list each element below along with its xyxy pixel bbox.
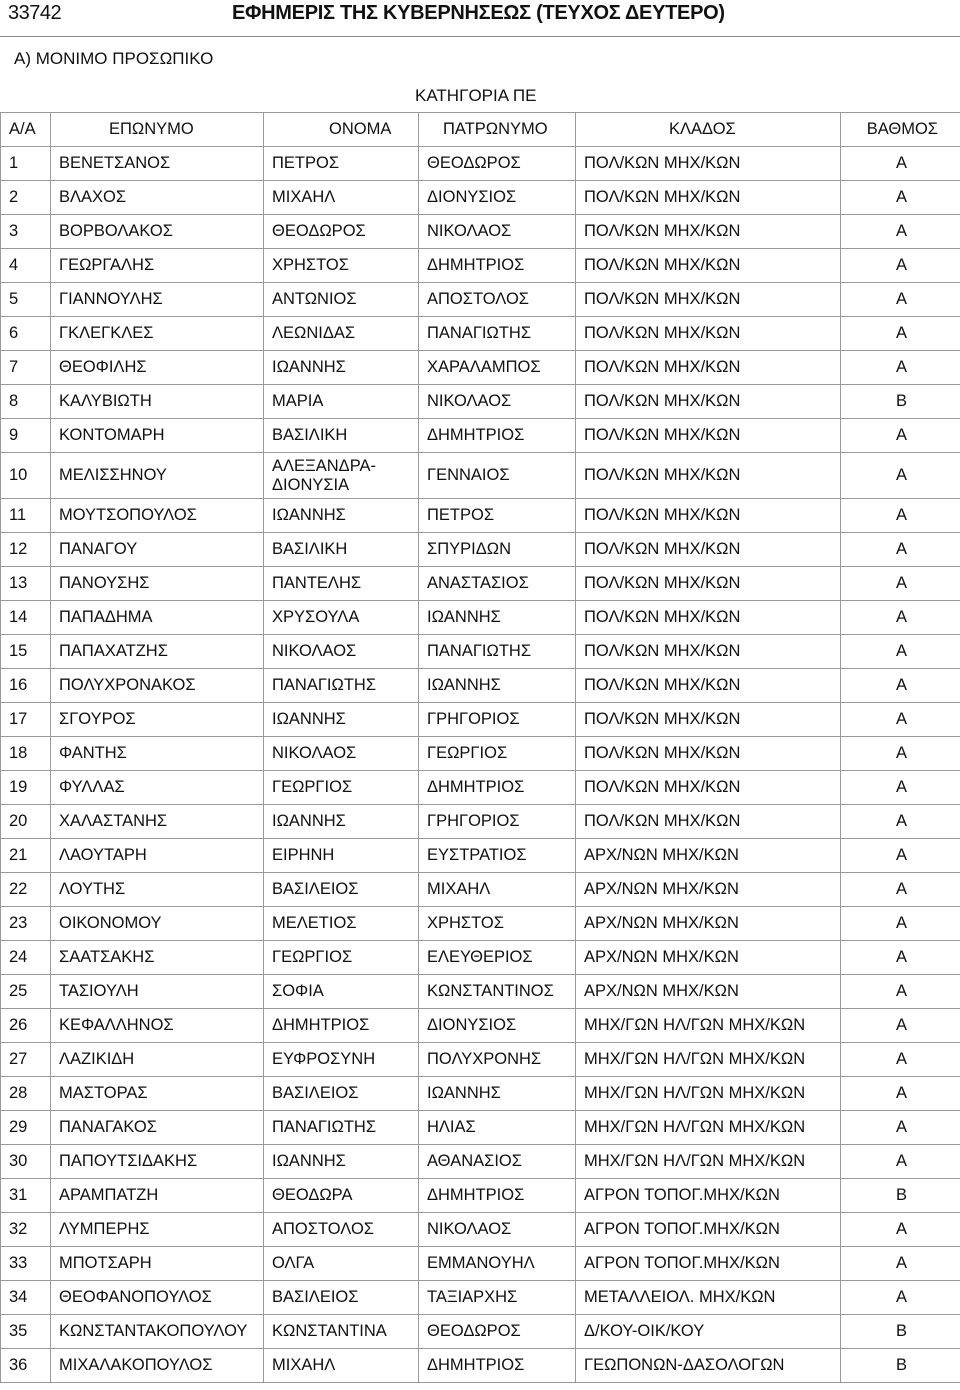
- cell-father-name: ΕΜΜΑΝΟΥΗΛ: [419, 1247, 576, 1281]
- cell-branch: ΠΟΛ/ΚΩΝ ΜΗΧ/ΚΩΝ: [576, 737, 841, 771]
- gazette-title: ΕΦΗΜΕΡΙΣ ΤΗΣ ΚΥΒΕΡΝΗΣΕΩΣ (ΤΕΥΧΟΣ ΔΕΥΤΕΡΟ): [232, 2, 725, 24]
- cell-branch: ΠΟΛ/ΚΩΝ ΜΗΧ/ΚΩΝ: [576, 669, 841, 703]
- cell-surname: ΘΕΟΦΑΝΟΠΟΥΛΟΣ: [51, 1281, 264, 1315]
- cell-father-name: ΚΩΝΣΤΑΝΤΙΝΟΣ: [419, 975, 576, 1009]
- cell-father-name: ΕΛΕΥΘΕΡΙΟΣ: [419, 941, 576, 975]
- cell-grade: Α: [841, 975, 960, 1009]
- cell-grade: Α: [841, 635, 960, 669]
- cell-first-name: ΙΩΑΝΝΗΣ: [264, 703, 419, 737]
- cell-first-name: ΒΑΣΙΛΙΚΗ: [264, 533, 419, 567]
- cell-father-name: ΘΕΟΔΩΡΟΣ: [419, 1315, 576, 1349]
- table-row: [1, 941, 960, 975]
- cell-row-number: 36: [1, 1349, 51, 1383]
- table-row: [1, 703, 960, 737]
- cell-first-name: ΒΑΣΙΛΕΙΟΣ: [264, 1077, 419, 1111]
- cell-row-number: 35: [1, 1315, 51, 1349]
- cell-row-number: 1: [1, 147, 51, 181]
- cell-father-name: ΠΟΛΥΧΡΟΝΗΣ: [419, 1043, 576, 1077]
- column-header-first-name: ΟΝΟΜΑ: [264, 113, 419, 147]
- cell-branch: ΠΟΛ/ΚΩΝ ΜΗΧ/ΚΩΝ: [576, 635, 841, 669]
- column-header-branch: ΚΛΑΔΟΣ: [576, 113, 841, 147]
- cell-grade: Α: [841, 1247, 960, 1281]
- table-row: [1, 499, 960, 533]
- cell-first-name: ΟΛΓΑ: [264, 1247, 419, 1281]
- cell-grade: Α: [841, 249, 960, 283]
- cell-surname: ΜΑΣΤΟΡΑΣ: [51, 1077, 264, 1111]
- cell-grade: Α: [841, 1281, 960, 1315]
- cell-first-name: ΙΩΑΝΝΗΣ: [264, 351, 419, 385]
- cell-row-number: 19: [1, 771, 51, 805]
- table-row: [1, 147, 960, 181]
- cell-branch: ΜΗΧ/ΓΩΝ ΗΛ/ΓΩΝ ΜΗΧ/ΚΩΝ: [576, 1145, 841, 1179]
- cell-father-name: ΑΘΑΝΑΣΙΟΣ: [419, 1145, 576, 1179]
- cell-father-name: ΓΕΝΝΑΙΟΣ: [419, 453, 576, 499]
- cell-grade: Α: [841, 147, 960, 181]
- staff-table: [0, 112, 960, 1383]
- cell-father-name: ΝΙΚΟΛΑΟΣ: [419, 1213, 576, 1247]
- cell-first-name: ΒΑΣΙΛΕΙΟΣ: [264, 1281, 419, 1315]
- cell-father-name: ΓΡΗΓΟΡΙΟΣ: [419, 805, 576, 839]
- cell-first-name: ΝΙΚΟΛΑΟΣ: [264, 635, 419, 669]
- table-row: [1, 1247, 960, 1281]
- cell-branch: ΑΓΡΟΝ ΤΟΠΟΓ.ΜΗΧ/ΚΩΝ: [576, 1213, 841, 1247]
- cell-surname: ΘΕΟΦΙΛΗΣ: [51, 351, 264, 385]
- cell-first-name: ΠΕΤΡΟΣ: [264, 147, 419, 181]
- cell-row-number: 11: [1, 499, 51, 533]
- cell-father-name: ΔΗΜΗΤΡΙΟΣ: [419, 1179, 576, 1213]
- cell-first-name: ΜΙΧΑΗΛ: [264, 1349, 419, 1383]
- table-row: [1, 839, 960, 873]
- cell-surname: ΒΛΑΧΟΣ: [51, 181, 264, 215]
- cell-branch: ΠΟΛ/ΚΩΝ ΜΗΧ/ΚΩΝ: [576, 601, 841, 635]
- cell-row-number: 21: [1, 839, 51, 873]
- cell-grade: Α: [841, 1009, 960, 1043]
- table-row: [1, 1315, 960, 1349]
- cell-grade: Α: [841, 567, 960, 601]
- cell-row-number: 8: [1, 385, 51, 419]
- cell-surname: ΠΑΝΑΓΟΥ: [51, 533, 264, 567]
- table-row: [1, 1349, 960, 1383]
- cell-surname: ΠΑΝΑΓΑΚΟΣ: [51, 1111, 264, 1145]
- cell-first-name: ΛΕΩΝΙΔΑΣ: [264, 317, 419, 351]
- cell-row-number: 13: [1, 567, 51, 601]
- cell-first-name: ΑΝΤΩΝΙΟΣ: [264, 283, 419, 317]
- table-row: [1, 351, 960, 385]
- cell-first-name: ΧΡΥΣΟΥΛΑ: [264, 601, 419, 635]
- cell-grade: Α: [841, 669, 960, 703]
- cell-father-name: ΤΑΞΙΑΡΧΗΣ: [419, 1281, 576, 1315]
- table-row: [1, 1043, 960, 1077]
- cell-branch: ΠΟΛ/ΚΩΝ ΜΗΧ/ΚΩΝ: [576, 181, 841, 215]
- cell-grade: Α: [841, 805, 960, 839]
- cell-father-name: ΝΙΚΟΛΑΟΣ: [419, 385, 576, 419]
- table-row: [1, 567, 960, 601]
- cell-branch: ΠΟΛ/ΚΩΝ ΜΗΧ/ΚΩΝ: [576, 567, 841, 601]
- table-row: [1, 1213, 960, 1247]
- cell-branch: ΜΗΧ/ΓΩΝ ΗΛ/ΓΩΝ ΜΗΧ/ΚΩΝ: [576, 1111, 841, 1145]
- cell-first-name: ΚΩΝΣΤΑΝΤΙΝΑ: [264, 1315, 419, 1349]
- cell-row-number: 32: [1, 1213, 51, 1247]
- cell-row-number: 23: [1, 907, 51, 941]
- page-header: [0, 0, 960, 28]
- cell-father-name: ΙΩΑΝΝΗΣ: [419, 601, 576, 635]
- cell-branch: ΠΟΛ/ΚΩΝ ΜΗΧ/ΚΩΝ: [576, 533, 841, 567]
- cell-surname: ΜΟΥΤΣΟΠΟΥΛΟΣ: [51, 499, 264, 533]
- cell-father-name: ΔΗΜΗΤΡΙΟΣ: [419, 249, 576, 283]
- cell-surname: ΜΠΟΤΣΑΡΗ: [51, 1247, 264, 1281]
- cell-branch: ΜΗΧ/ΓΩΝ ΗΛ/ΓΩΝ ΜΗΧ/ΚΩΝ: [576, 1043, 841, 1077]
- table-row: [1, 533, 960, 567]
- cell-grade: Α: [841, 499, 960, 533]
- cell-surname: ΧΑΛΑΣΤΑΝΗΣ: [51, 805, 264, 839]
- cell-father-name: ΧΡΗΣΤΟΣ: [419, 907, 576, 941]
- cell-first-name: ΙΩΑΝΝΗΣ: [264, 1145, 419, 1179]
- cell-surname: ΛΑΖΙΚΙΔΗ: [51, 1043, 264, 1077]
- column-header-surname: ΕΠΩΝΥΜΟ: [51, 113, 264, 147]
- cell-surname: ΓΕΩΡΓΑΛΗΣ: [51, 249, 264, 283]
- cell-grade: Α: [841, 1111, 960, 1145]
- cell-first-name: ΙΩΑΝΝΗΣ: [264, 499, 419, 533]
- cell-grade: Α: [841, 941, 960, 975]
- cell-surname: ΒΕΝΕΤΣΑΝΟΣ: [51, 147, 264, 181]
- cell-father-name: ΑΝΑΣΤΑΣΙΟΣ: [419, 567, 576, 601]
- table-row: [1, 601, 960, 635]
- cell-grade: Α: [841, 283, 960, 317]
- cell-surname: ΓΙΑΝΝΟΥΛΗΣ: [51, 283, 264, 317]
- cell-row-number: 34: [1, 1281, 51, 1315]
- cell-first-name: ΘΕΟΔΩΡΑ: [264, 1179, 419, 1213]
- page-number: 33742: [8, 2, 62, 24]
- cell-branch: ΠΟΛ/ΚΩΝ ΜΗΧ/ΚΩΝ: [576, 805, 841, 839]
- table-row: [1, 907, 960, 941]
- cell-first-name: ΜΕΛΕΤΙΟΣ: [264, 907, 419, 941]
- cell-first-name: ΑΛΕΞΑΝΔΡΑ- ΔΙΟΝΥΣΙΑ: [264, 453, 419, 499]
- cell-surname: ΦΑΝΤΗΣ: [51, 737, 264, 771]
- table-row: [1, 1111, 960, 1145]
- cell-father-name: ΣΠΥΡΙΔΩΝ: [419, 533, 576, 567]
- table-row: [1, 1281, 960, 1315]
- table-row: [1, 317, 960, 351]
- cell-branch: ΜΕΤΑΛΛΕΙΟΛ. ΜΗΧ/ΚΩΝ: [576, 1281, 841, 1315]
- cell-first-name: ΠΑΝΑΓΙΩΤΗΣ: [264, 669, 419, 703]
- table-header-row: [1, 113, 960, 147]
- cell-father-name: ΘΕΟΔΩΡΟΣ: [419, 147, 576, 181]
- column-header-aa: Α/Α: [1, 113, 51, 147]
- cell-first-name: ΧΡΗΣΤΟΣ: [264, 249, 419, 283]
- cell-first-name: ΙΩΑΝΝΗΣ: [264, 805, 419, 839]
- cell-grade: Β: [841, 1179, 960, 1213]
- header-divider: [0, 36, 960, 37]
- table-row: [1, 1077, 960, 1111]
- cell-branch: ΠΟΛ/ΚΩΝ ΜΗΧ/ΚΩΝ: [576, 499, 841, 533]
- cell-first-name: ΑΠΟΣΤΟΛΟΣ: [264, 1213, 419, 1247]
- cell-row-number: 10: [1, 453, 51, 499]
- cell-branch: ΠΟΛ/ΚΩΝ ΜΗΧ/ΚΩΝ: [576, 249, 841, 283]
- cell-branch: ΠΟΛ/ΚΩΝ ΜΗΧ/ΚΩΝ: [576, 703, 841, 737]
- cell-father-name: ΔΗΜΗΤΡΙΟΣ: [419, 1349, 576, 1383]
- cell-grade: Β: [841, 1349, 960, 1383]
- cell-surname: ΦΥΛΛΑΣ: [51, 771, 264, 805]
- cell-grade: Α: [841, 181, 960, 215]
- table-row: [1, 975, 960, 1009]
- table-row: [1, 249, 960, 283]
- cell-father-name: ΔΙΟΝΥΣΙΟΣ: [419, 1009, 576, 1043]
- cell-row-number: 15: [1, 635, 51, 669]
- cell-surname: ΜΕΛΙΣΣΗΝΟΥ: [51, 453, 264, 499]
- cell-father-name: ΗΛΙΑΣ: [419, 1111, 576, 1145]
- cell-row-number: 30: [1, 1145, 51, 1179]
- table-row: [1, 771, 960, 805]
- cell-row-number: 18: [1, 737, 51, 771]
- column-header-grade: ΒΑΘΜΟΣ: [841, 113, 960, 147]
- cell-grade: Α: [841, 737, 960, 771]
- table-row: [1, 419, 960, 453]
- cell-first-name: ΘΕΟΔΩΡΟΣ: [264, 215, 419, 249]
- cell-row-number: 26: [1, 1009, 51, 1043]
- cell-first-name: ΒΑΣΙΛΙΚΗ: [264, 419, 419, 453]
- cell-surname: ΠΑΠΑΔΗΜΑ: [51, 601, 264, 635]
- cell-surname: ΜΙΧΑΛΑΚΟΠΟΥΛΟΣ: [51, 1349, 264, 1383]
- cell-first-name: ΜΑΡΙΑ: [264, 385, 419, 419]
- cell-row-number: 25: [1, 975, 51, 1009]
- cell-row-number: 2: [1, 181, 51, 215]
- cell-branch: ΠΟΛ/ΚΩΝ ΜΗΧ/ΚΩΝ: [576, 283, 841, 317]
- cell-row-number: 24: [1, 941, 51, 975]
- table-row: [1, 805, 960, 839]
- table-row: [1, 635, 960, 669]
- cell-surname: ΒΟΡΒΟΛΑΚΟΣ: [51, 215, 264, 249]
- cell-surname: ΣΓΟΥΡΟΣ: [51, 703, 264, 737]
- cell-grade: Α: [841, 1145, 960, 1179]
- cell-grade: Α: [841, 839, 960, 873]
- cell-father-name: ΠΑΝΑΓΙΩΤΗΣ: [419, 317, 576, 351]
- cell-branch: ΠΟΛ/ΚΩΝ ΜΗΧ/ΚΩΝ: [576, 215, 841, 249]
- cell-branch: ΑΡΧ/ΝΩΝ ΜΗΧ/ΚΩΝ: [576, 975, 841, 1009]
- cell-row-number: 5: [1, 283, 51, 317]
- cell-surname: ΓΚΛΕΓΚΛΕΣ: [51, 317, 264, 351]
- category-title: ΚΑΤΗΓΟΡΙΑ ΠΕ: [415, 86, 537, 105]
- cell-father-name: ΝΙΚΟΛΑΟΣ: [419, 215, 576, 249]
- cell-branch: ΠΟΛ/ΚΩΝ ΜΗΧ/ΚΩΝ: [576, 147, 841, 181]
- cell-branch: ΠΟΛ/ΚΩΝ ΜΗΧ/ΚΩΝ: [576, 419, 841, 453]
- cell-first-name: ΠΑΝΑΓΙΩΤΗΣ: [264, 1111, 419, 1145]
- table-row: [1, 283, 960, 317]
- cell-branch: ΠΟΛ/ΚΩΝ ΜΗΧ/ΚΩΝ: [576, 317, 841, 351]
- cell-first-name: ΕΥΦΡΟΣΥΝΗ: [264, 1043, 419, 1077]
- cell-grade: Α: [841, 873, 960, 907]
- cell-row-number: 29: [1, 1111, 51, 1145]
- cell-surname: ΑΡΑΜΠΑΤΖΗ: [51, 1179, 264, 1213]
- cell-grade: Α: [841, 351, 960, 385]
- cell-row-number: 6: [1, 317, 51, 351]
- cell-father-name: ΙΩΑΝΝΗΣ: [419, 1077, 576, 1111]
- cell-grade: Α: [841, 1077, 960, 1111]
- cell-first-name: ΜΙΧΑΗΛ: [264, 181, 419, 215]
- table-row: [1, 215, 960, 249]
- cell-father-name: ΠΕΤΡΟΣ: [419, 499, 576, 533]
- cell-branch: ΑΡΧ/ΝΩΝ ΜΗΧ/ΚΩΝ: [576, 839, 841, 873]
- cell-row-number: 17: [1, 703, 51, 737]
- cell-surname: ΠΑΠΑΧΑΤΖΗΣ: [51, 635, 264, 669]
- cell-first-name: ΝΙΚΟΛΑΟΣ: [264, 737, 419, 771]
- cell-grade: Β: [841, 1315, 960, 1349]
- cell-branch: Δ/ΚΟΥ-ΟΙΚ/ΚΟΥ: [576, 1315, 841, 1349]
- table-body: [1, 147, 960, 1383]
- cell-father-name: ΕΥΣΤΡΑΤΙΟΣ: [419, 839, 576, 873]
- cell-row-number: 22: [1, 873, 51, 907]
- cell-father-name: ΔΗΜΗΤΡΙΟΣ: [419, 771, 576, 805]
- cell-first-name: ΕΙΡΗΝΗ: [264, 839, 419, 873]
- cell-father-name: ΓΡΗΓΟΡΙΟΣ: [419, 703, 576, 737]
- cell-grade: Α: [841, 703, 960, 737]
- cell-grade: Α: [841, 1213, 960, 1247]
- section-title: Α) ΜΟΝΙΜΟ ΠΡΟΣΩΠΙΚΟ: [14, 49, 214, 68]
- cell-surname: ΤΑΣΙΟΥΛΗ: [51, 975, 264, 1009]
- table-row: [1, 1179, 960, 1213]
- column-header-father-name: ΠΑΤΡΩΝΥΜΟ: [419, 113, 576, 147]
- cell-surname: ΚΩΝΣΤΑΝΤΑΚΟΠΟΥΛΟΥ: [51, 1315, 264, 1349]
- cell-branch: ΜΗΧ/ΓΩΝ ΗΛ/ΓΩΝ ΜΗΧ/ΚΩΝ: [576, 1077, 841, 1111]
- cell-row-number: 20: [1, 805, 51, 839]
- cell-grade: Β: [841, 385, 960, 419]
- cell-branch: ΠΟΛ/ΚΩΝ ΜΗΧ/ΚΩΝ: [576, 351, 841, 385]
- cell-surname: ΟΙΚΟΝΟΜΟΥ: [51, 907, 264, 941]
- cell-father-name: ΔΗΜΗΤΡΙΟΣ: [419, 419, 576, 453]
- cell-grade: Α: [841, 453, 960, 499]
- cell-row-number: 12: [1, 533, 51, 567]
- cell-father-name: ΔΙΟΝΥΣΙΟΣ: [419, 181, 576, 215]
- cell-row-number: 28: [1, 1077, 51, 1111]
- cell-father-name: ΑΠΟΣΤΟΛΟΣ: [419, 283, 576, 317]
- cell-grade: Α: [841, 533, 960, 567]
- cell-branch: ΑΡΧ/ΝΩΝ ΜΗΧ/ΚΩΝ: [576, 941, 841, 975]
- cell-row-number: 9: [1, 419, 51, 453]
- cell-father-name: ΧΑΡΑΛΑΜΠΟΣ: [419, 351, 576, 385]
- cell-surname: ΠΑΠΟΥΤΣΙΔΑΚΗΣ: [51, 1145, 264, 1179]
- cell-first-name: ΒΑΣΙΛΕΙΟΣ: [264, 873, 419, 907]
- cell-surname: ΛΥΜΠΕΡΗΣ: [51, 1213, 264, 1247]
- cell-surname: ΛΑΟΥΤΑΡΗ: [51, 839, 264, 873]
- cell-surname: ΛΟΥΤΗΣ: [51, 873, 264, 907]
- table-row: [1, 1145, 960, 1179]
- cell-first-name: ΠΑΝΤΕΛΗΣ: [264, 567, 419, 601]
- cell-father-name: ΠΑΝΑΓΙΩΤΗΣ: [419, 635, 576, 669]
- cell-branch: ΑΓΡΟΝ ΤΟΠΟΓ.ΜΗΧ/ΚΩΝ: [576, 1247, 841, 1281]
- cell-grade: Α: [841, 215, 960, 249]
- table-row: [1, 181, 960, 215]
- cell-branch: ΠΟΛ/ΚΩΝ ΜΗΧ/ΚΩΝ: [576, 771, 841, 805]
- cell-grade: Α: [841, 1043, 960, 1077]
- cell-branch: ΑΡΧ/ΝΩΝ ΜΗΧ/ΚΩΝ: [576, 907, 841, 941]
- cell-row-number: 16: [1, 669, 51, 703]
- cell-surname: ΚΑΛΥΒΙΩΤΗ: [51, 385, 264, 419]
- cell-surname: ΚΟΝΤΟΜΑΡΗ: [51, 419, 264, 453]
- cell-row-number: 27: [1, 1043, 51, 1077]
- cell-row-number: 31: [1, 1179, 51, 1213]
- cell-grade: Α: [841, 601, 960, 635]
- cell-branch: ΠΟΛ/ΚΩΝ ΜΗΧ/ΚΩΝ: [576, 385, 841, 419]
- cell-row-number: 33: [1, 1247, 51, 1281]
- cell-grade: Α: [841, 771, 960, 805]
- table-row: [1, 1009, 960, 1043]
- cell-grade: Α: [841, 907, 960, 941]
- cell-surname: ΠΑΝΟΥΣΗΣ: [51, 567, 264, 601]
- cell-surname: ΠΟΛΥΧΡΟΝΑΚΟΣ: [51, 669, 264, 703]
- cell-grade: Α: [841, 317, 960, 351]
- cell-branch: ΓΕΩΠΟΝΩΝ-ΔΑΣΟΛΟΓΩΝ: [576, 1349, 841, 1383]
- cell-father-name: ΜΙΧΑΗΛ: [419, 873, 576, 907]
- table-row: [1, 737, 960, 771]
- cell-first-name: ΓΕΩΡΓΙΟΣ: [264, 941, 419, 975]
- table-row: [1, 669, 960, 703]
- cell-grade: Α: [841, 419, 960, 453]
- cell-branch: ΠΟΛ/ΚΩΝ ΜΗΧ/ΚΩΝ: [576, 453, 841, 499]
- cell-father-name: ΙΩΑΝΝΗΣ: [419, 669, 576, 703]
- cell-row-number: 3: [1, 215, 51, 249]
- cell-row-number: 7: [1, 351, 51, 385]
- cell-first-name: ΣΟΦΙΑ: [264, 975, 419, 1009]
- cell-father-name: ΓΕΩΡΓΙΟΣ: [419, 737, 576, 771]
- table-row: [1, 453, 960, 499]
- cell-branch: ΑΡΧ/ΝΩΝ ΜΗΧ/ΚΩΝ: [576, 873, 841, 907]
- cell-row-number: 14: [1, 601, 51, 635]
- cell-first-name: ΓΕΩΡΓΙΟΣ: [264, 771, 419, 805]
- cell-branch: ΑΓΡΟΝ ΤΟΠΟΓ.ΜΗΧ/ΚΩΝ: [576, 1179, 841, 1213]
- cell-surname: ΣΑΑΤΣΑΚΗΣ: [51, 941, 264, 975]
- cell-surname: ΚΕΦΑΛΛΗΝΟΣ: [51, 1009, 264, 1043]
- cell-first-name: ΔΗΜΗΤΡΙΟΣ: [264, 1009, 419, 1043]
- cell-row-number: 4: [1, 249, 51, 283]
- cell-branch: ΜΗΧ/ΓΩΝ ΗΛ/ΓΩΝ ΜΗΧ/ΚΩΝ: [576, 1009, 841, 1043]
- table-row: [1, 873, 960, 907]
- table-row: [1, 385, 960, 419]
